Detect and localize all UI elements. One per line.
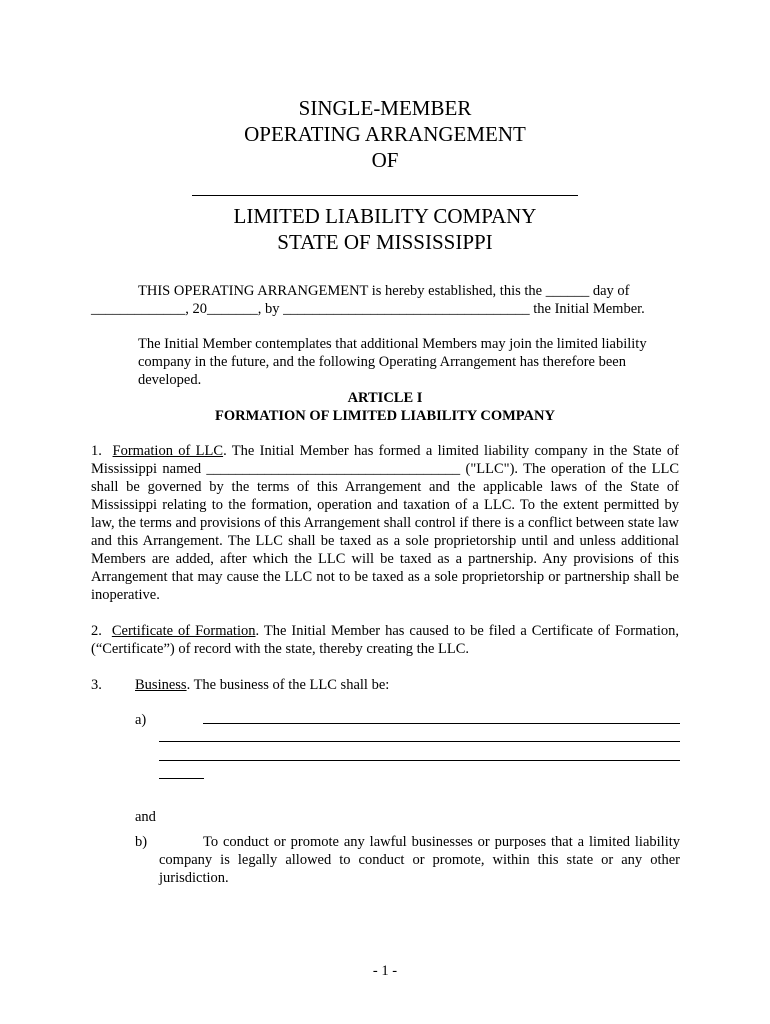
contemplation-text: The Initial Member contemplates that additional Members may join the limited liability company in the future, and the following Operating Arrangement has therefore been developed.: [138, 336, 647, 388]
section-1-formation: [91, 442, 679, 604]
title-line-5: STATE OF MISSISSIPPI: [277, 230, 493, 254]
title-line-4: LIMITED LIABILITY COMPANY: [233, 204, 537, 228]
article-number: ARTICLE I: [347, 390, 423, 406]
intro-paragraph: [91, 282, 679, 318]
business-blank-line-4: [159, 778, 204, 779]
title-line-3: OF: [371, 148, 399, 172]
intro-line-1: THIS OPERATING ARRANGEMENT is hereby established, this the ______ day of: [138, 283, 630, 299]
company-name-blank-line: [192, 195, 578, 196]
item-b-label: b): [135, 834, 148, 850]
business-blank-line-2: [159, 741, 680, 742]
business-blank-line-1: [203, 723, 680, 724]
contemplation-paragraph: [91, 335, 679, 389]
document-title: [0, 95, 770, 173]
section-1-heading: Formation of LLC: [112, 443, 224, 459]
document-subtitle: [0, 203, 770, 255]
section-3-text: . The business of the LLC shall be:: [186, 677, 390, 693]
section-3-number: 3.: [91, 677, 102, 693]
page-number: - 1 -: [372, 963, 398, 979]
article-title: FORMATION OF LIMITED LIABILITY COMPANY: [215, 408, 555, 424]
item-a-label: a): [135, 712, 147, 728]
section-2-text: . The Initial Member has caused to be filed a Certificate of Formation, (“Certificate”) of record with the state, thereby creating the LLC.: [91, 623, 679, 657]
and-connector: and: [135, 809, 156, 825]
business-blank-line-3: [159, 760, 680, 761]
title-line-1: SINGLE-MEMBER: [298, 96, 472, 120]
section-2-heading: Certificate of Formation: [111, 623, 256, 639]
article-heading: [91, 389, 679, 425]
item-b-text: To conduct or promote any lawful businesses or purposes that a limited liability company is legally allowed to conduct or promote, within this state or any other jurisdiction.: [159, 834, 680, 886]
section-1-number: 1.: [91, 443, 102, 459]
section-2-number: 2.: [91, 623, 102, 639]
section-3-business: [135, 676, 389, 694]
intro-line-2: _____________, 20_______, by __________________________________ the Initial Member.: [91, 301, 645, 317]
section-3-heading: Business: [135, 677, 187, 693]
section-2-certificate: [91, 622, 679, 658]
section-1-text: . The Initial Member has formed a limited liability company in the State of Mississippi named ___________________________________ ("LLC"). The operation of the LLC shall be governed by the terms of this Arrangement and the applicable laws of the State of Mississippi relating to the formation, operation and taxation of a LLC. To the extent permitted by law, the terms and provisions of this Arrangement shall control if there is a conflict between state law and this Arrangement. The LLC shall be taxed as a sole proprietorship until and unless additional Members are added, after which the LLC will be taxed as a partnership. Any provisions of this Arrangement that may cause the LLC not to be taxed as a sole proprietorship or partnership shall be inoperative.: [91, 443, 679, 603]
title-line-2: OPERATING ARRANGEMENT: [244, 122, 526, 146]
